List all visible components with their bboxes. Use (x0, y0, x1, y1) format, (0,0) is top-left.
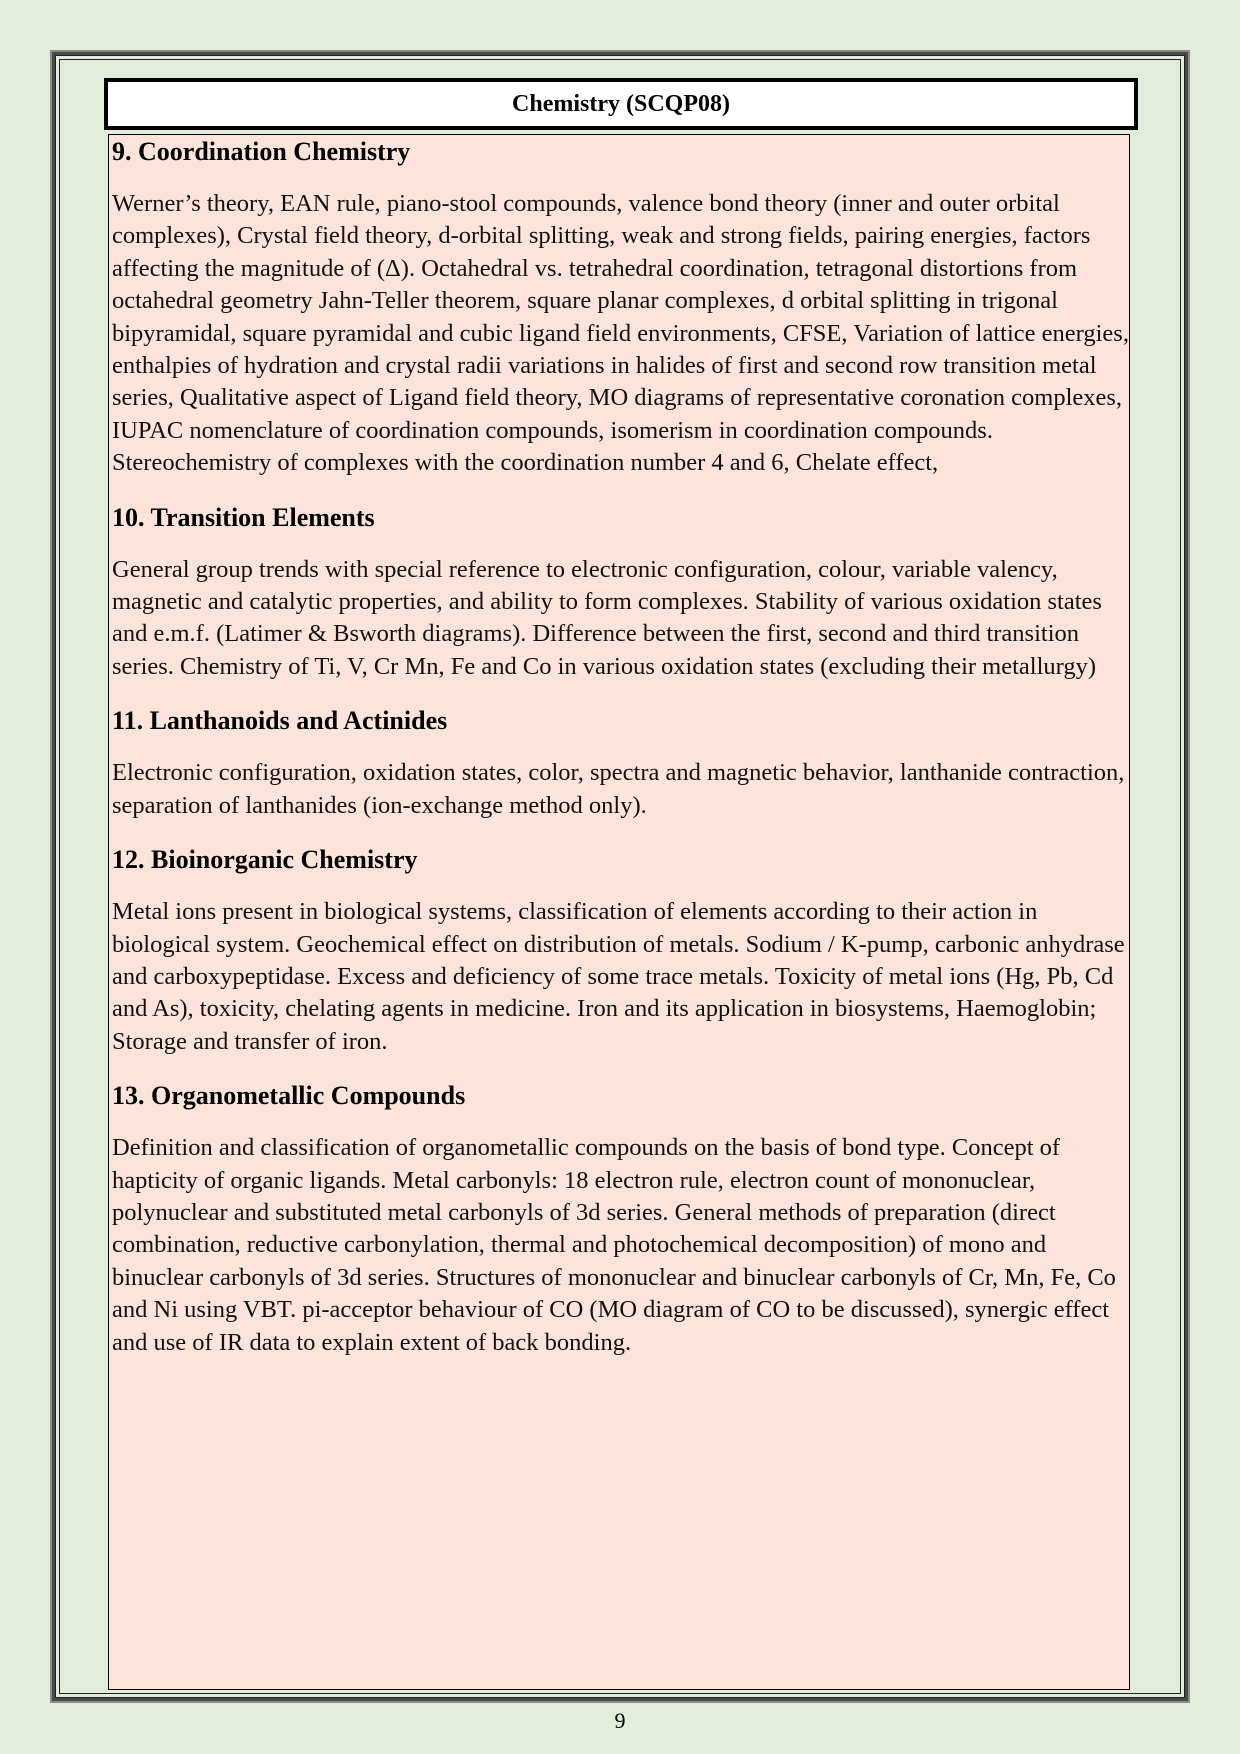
section-body-organometallic-compounds: Definition and classification of organometallic compounds on the basis of bond type. Concept of hapticity of organic ligands. Metal carbonyls: 18 electron rule, electron count of mononuclear, polynuclear and substituted metal carbonyls of 3d series. General methods of preparation (direct combination, reductive carbonylation, thermal and photochemical decomposition) of mono and binuclear carbonyls of 3d series. Structures of mononuclear and binuclear carbonyls of Cr, Mn, Fe, Co and Ni using VBT. pi-acceptor behaviour of CO (MO diagram of CO to be discussed), synergic effect and use of IR data to explain extent of back bonding. (112, 1134, 1116, 1356)
section-body-transition-elements: General group trends with special reference to electronic configuration, colour, variable valency, magnetic and catalytic properties, and ability to form complexes. Stability of various oxidation states and e.m.f. (Latimer & Bsworth diagrams). Difference between the first, second and third transition series. Chemistry of Ti, V, Cr Mn, Fe and Co in various oxidation states (excluding their metallurgy) (112, 555, 1102, 680)
page-number: 9 (614, 1708, 626, 1733)
syllabus-content (108, 134, 1130, 1690)
section-heading-lanthanoids-actinides: 11. Lanthanoids and Actinides (112, 706, 448, 736)
section-body-lanthanoids-actinides: Electronic configuration, oxidation states, color, spectra and magnetic behavior, lanthanide contraction, separation of lanthanides (ion-exchange method only). (112, 759, 1125, 819)
page-title-box (104, 78, 1138, 130)
page-title: Chemistry (SCQP08) (512, 90, 730, 117)
section-heading-bioinorganic-chemistry: 12. Bioinorganic Chemistry (112, 845, 418, 875)
section-heading-coordination-chemistry: 9. Coordination Chemistry (112, 137, 411, 166)
section-body-bioinorganic-chemistry: Metal ions present in biological systems, classification of elements according to their action in biological system. Geochemical effect on distribution of metals. Sodium / K-pump, carbonic anhydrase and carboxypeptidase. Excess and deficiency of some trace metals. Toxicity of metal ions (Hg, Pb, Cd and As), toxicity, chelating agents in medicine. Iron and its application in biosystems, Haemoglobin; Storage and transfer of iron. (112, 898, 1125, 1055)
section-heading-transition-elements: 10. Transition Elements (112, 502, 375, 532)
section-body-coordination-chemistry: Werner’s theory, EAN rule, piano-stool compounds, valence bond theory (inner and outer orbital complexes), Crystal field theory, d-orbital splitting, weak and strong fields, pairing energies, factors affecting the magnitude of (Δ). Octahedral vs. tetrahedral coordination, tetragonal distortions from octahedral geometry Jahn-Teller theorem, square planar complexes, d orbital splitting in trigonal bipyramidal, square pyramidal and cubic ligand field environments, CFSE, Variation of lattice energies, enthalpies of hydration and crystal radii variations in halides of first and second row transition metal series, Qualitative aspect of Ligand field theory, MO diagrams of representative coronation complexes, IUPAC nomenclature of coordination compounds, isomerism in coordination compounds. Stereochemistry of complexes with the coordination number 4 and 6, Chelate effect, (112, 190, 1129, 477)
section-heading-organometallic-compounds: 13. Organometallic Compounds (112, 1081, 466, 1111)
